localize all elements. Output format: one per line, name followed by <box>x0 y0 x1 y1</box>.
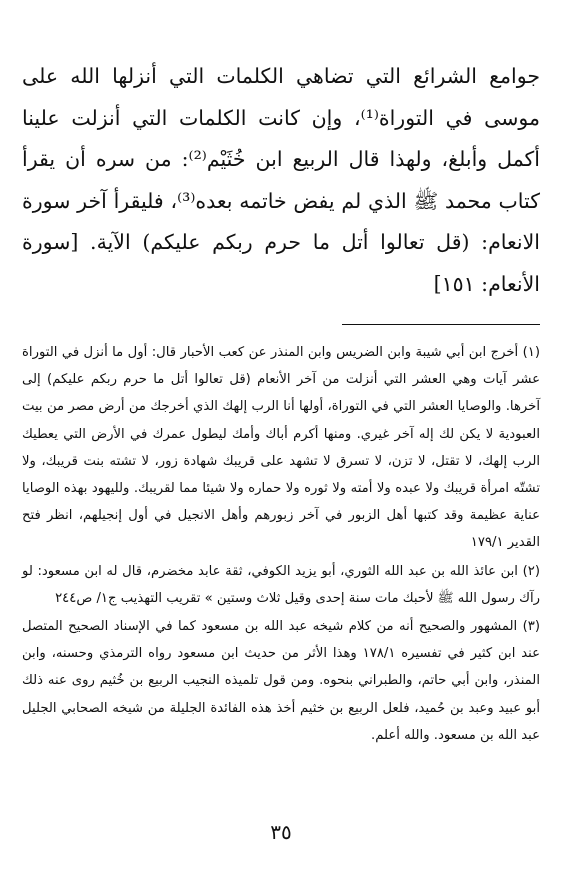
footnote-3: (٣) المشهور والصحيح أنه من كلام شيخه عبد الله بن مسعود كما في الإسناد الصحيح المتصل عند ابن كثير في تفسيره ١٧٨/١ وهذا الأثر من حديث ابن مسعود رواه الترمذي وحسنه، وابن المنذر، وابن أبي حاتم، والطبراني بنحوه. ومن قول تلميذه النجيب الربيع بن خُثيم روى عنه ذلك أبو عبيد وعبد بن حُميد، فلعل الربيع بن خثيم أخذ هذه الفائدة الجليلة من شيخه الصحابي الجليل عبد الله بن مسعود. والله أعلم. <box>22 619 540 743</box>
footnotes-section <box>22 339 540 749</box>
footnote-2: (٢) ابن عائذ الله بن عبد الله الثوري، أبو يزيد الكوفي، ثقة عابد مخضرم، قال له ابن مسعود: لو رآك رسول الله ﷺ لأحبك مات سنة إحدى وقيل ثلاث وستين » تقريب التهذيب ج١/ ص٢٤٤ <box>22 563 540 606</box>
main-paragraph: جوامع الشرائع التي تضاهي الكلمات التي أنزلها الله على موسى في التوراة⁽¹⁾، وإن كانت الكلمات التي أنزلت علينا أكمل وأبلغ، ولهذا قال الربيع ابن خُثَيْم⁽²⁾: من سره أن يقرأ كتاب محمد ﷺ الذي لم يفض خاتمه بعده⁽³⁾، فليقرأ آخر سورة الانعام: (قل تعالوا أتل ما حرم ربكم عليكم) الآية. [سورة الأنعام: ١٥١] <box>22 64 541 296</box>
footnote-1: (١) أخرج ابن أبي شيبة وابن الضريس وابن المنذر عن كعب الأحبار قال: أول ما أنزل في التوراة عشر آيات وهي العشر التي أنزلت من آخر الأنعام (قل تعالوا أتل ما حرم ربكم عليكم) إلى آخرها. والوصايا العشر التي في التوراة، أولها أنا الرب إلهك الذي أخرجك من أرض مصر من بيت العبودية لا يكن لك إله آخر غيري. ومنها أكرم أباك وأمك ليطول عمرك في الأرض التي يعطيك الرب إلهك، لا تقتل، لا تزن، لا تسرق لا تشهد على قريبك شهادة زور، لا تشته بنت قريبك، ولا تشتّه امرأة قريبك ولا عبده ولا أمته ولا ثوره ولا حماره ولا شيئا مما لقريبك. ولليهود بهذه الوصايا عناية عظيمة وقد كتبها أهل الزبور في آخر زبورهم وأهل الانجيل في أول إنجيلهم، انظر فتح القدير ١٧٩/١ <box>22 345 540 551</box>
page-number: ٣٥ <box>270 820 292 844</box>
footnote-divider <box>342 324 540 325</box>
